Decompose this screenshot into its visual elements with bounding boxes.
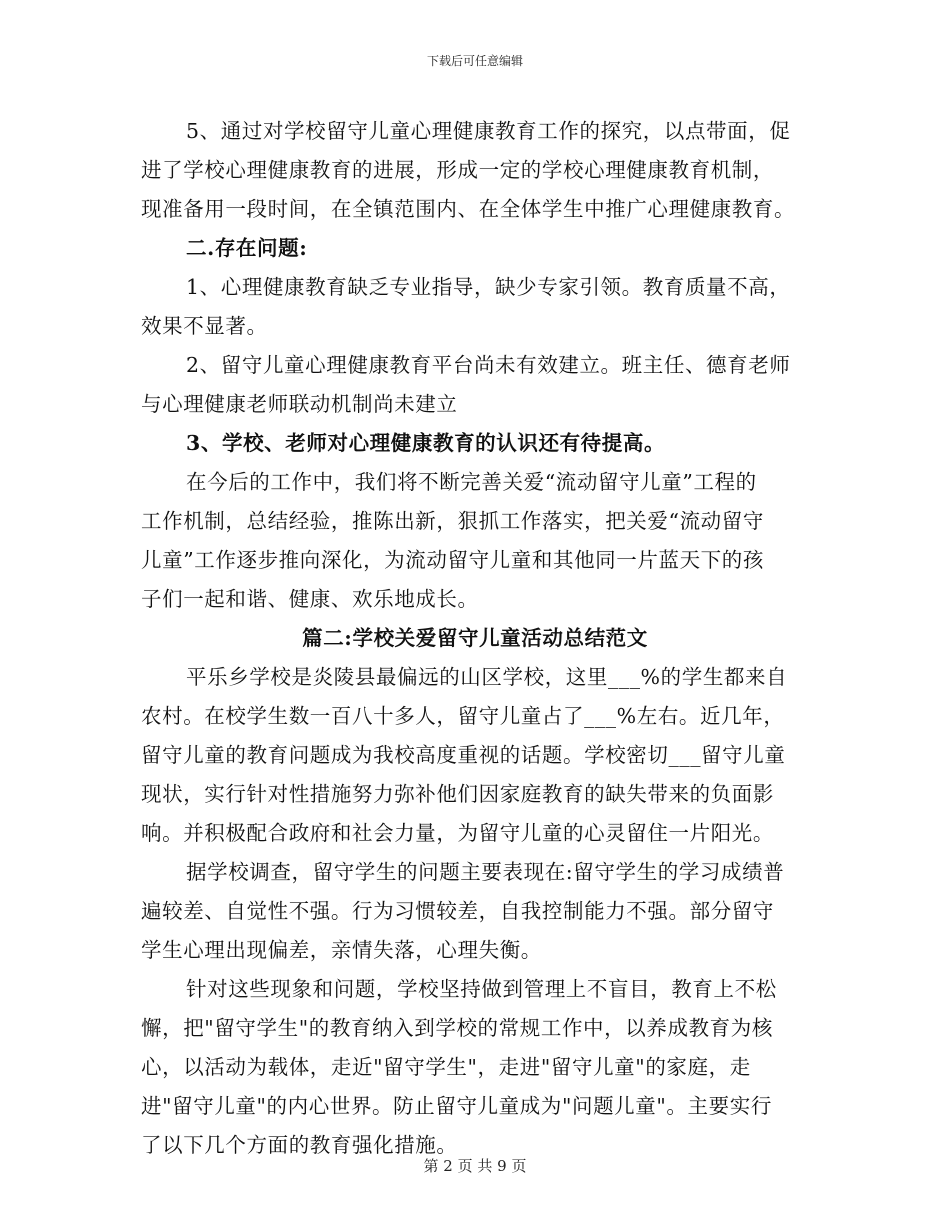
paragraph-line: 心，以活动为载体，走近"留守学生"，走进"留守儿童"的家庭，走 [141,1055,751,1079]
paragraph-line: 效果不显著。 [141,314,268,338]
paragraph-line: 现准备用一段时间，在全镇范围内、在全体学生中推广心理健康教育。 [141,197,796,221]
page-number-footer: 第 2 页 共 9 页 [423,1157,527,1175]
bold-paragraph-line: 3、学校、老师对心理健康教育的认识还有待提高。 [186,431,666,455]
paragraph-line: 进"留守儿童"的内心世界。防止留守儿童成为"问题儿童"。主要实行 [141,1094,772,1118]
article-title: 篇二:学校关爱留守儿童活动总结范文 [302,626,648,650]
paragraph-line: 遍较差、自觉性不强。行为习惯较差，自我控制能力不强。部分留守 [141,899,774,923]
section-heading: 二.存在问题: [186,236,308,260]
paragraph-line: 5、通过对学校留守儿童心理健康教育工作的探究，以点带面，促 [186,119,791,143]
paragraph-line: 子们一起和谐、健康、欢乐地成长。 [141,587,479,611]
paragraph-line: 响。并积极配合政府和社会力量，为留守儿童的心灵留住一片阳光。 [141,821,774,845]
paragraph-line: 1、心理健康教育缺乏专业指导，缺少专家引领。教育质量不高， [186,275,791,299]
paragraph-line: 留守儿童的教育问题成为我校高度重视的话题。学校密切___留守儿童 [141,743,786,767]
paragraph-line: 儿童”工作逐步推向深化，为流动留守儿童和其他同一片蓝天下的孩 [141,548,764,572]
document-body [141,112,809,1165]
paragraph-line: 与心理健康老师联动机制尚未建立 [141,392,458,416]
page-header-note: 下载后可任意编辑 [426,54,523,68]
paragraph-line: 进了学校心理健康教育的进展，形成一定的学校心理健康教育机制， [141,158,774,182]
paragraph-line: 针对这些现象和问题，学校坚持做到管理上不盲目，教育上不松 [186,977,777,1001]
paragraph-line: 了以下几个方面的教育强化措施。 [141,1133,458,1157]
paragraph-line: 据学校调查，留守学生的问题主要表现在:留守学生的学习成绩普 [186,860,785,884]
paragraph-line: 农村。在校学生数一百八十多人，留守儿童占了___%左右。近几年， [141,704,785,728]
paragraph-line: 平乐乡学校是炎陵县最偏远的山区学校，这里___%的学生都来自 [186,665,788,689]
paragraph-line: 懈，把"留守学生"的教育纳入到学校的常规工作中，以养成教育为核 [141,1016,773,1040]
paragraph-line: 在今后的工作中，我们将不断完善关爱“流动留守儿童”工程的 [186,470,757,494]
paragraph-line: 现状，实行针对性措施努力弥补他们因家庭教育的缺失带来的负面影 [141,782,774,806]
paragraph-line: 工作机制，总结经验，推陈出新，狠抓工作落实，把关爱“流动留守 [141,509,764,533]
paragraph-line: 2、留守儿童心理健康教育平台尚未有效建立。班主任、德育老师 [186,353,791,377]
paragraph-line: 学生心理出现偏差，亲情失落，心理失衡。 [141,938,542,962]
